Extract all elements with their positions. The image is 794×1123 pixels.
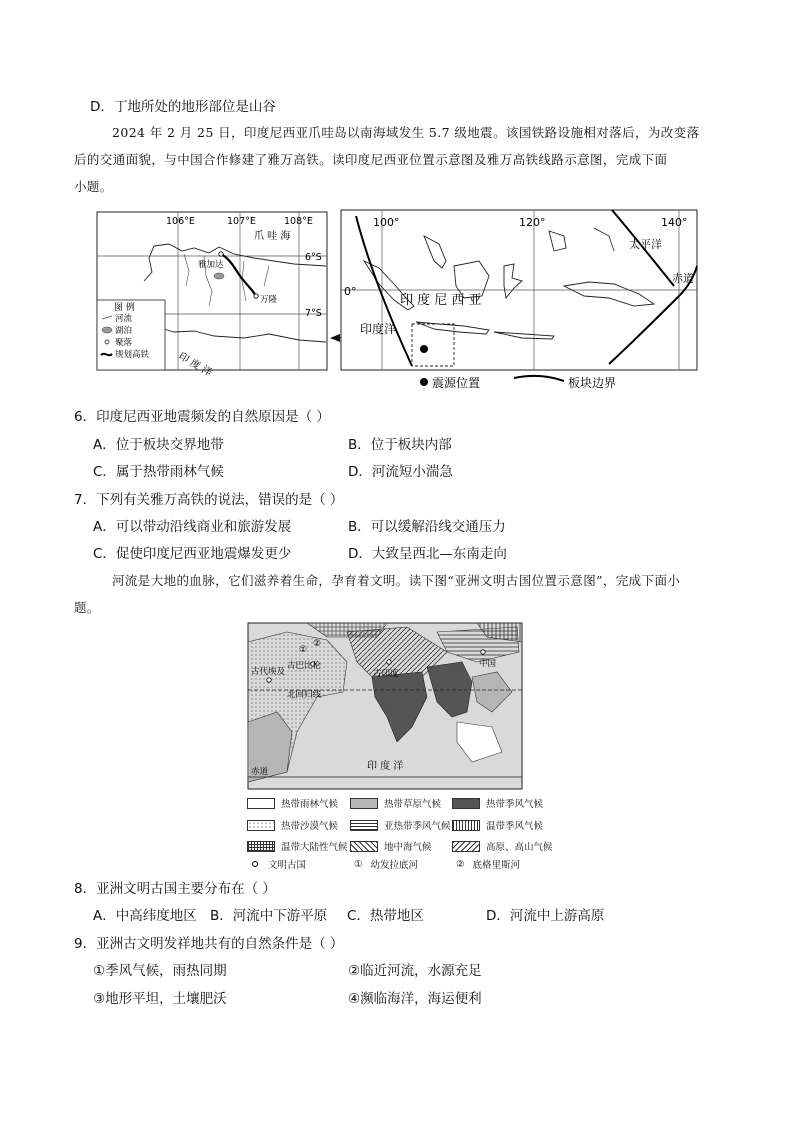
legend-item: 热带沙漠气候 bbox=[247, 818, 338, 832]
intro2-line-2: 题。 bbox=[74, 600, 100, 615]
bandung-label: 万隆 bbox=[260, 295, 278, 305]
pacific-label: 太平洋 bbox=[629, 238, 662, 251]
lon-140: 140° bbox=[661, 216, 688, 229]
equator-label-asia: 赤道 bbox=[251, 767, 269, 777]
plate-boundary-legend: 板块边界 bbox=[568, 376, 617, 390]
intro-line-3: 小题。 bbox=[74, 179, 113, 194]
java-rail-map bbox=[97, 212, 327, 379]
q8-option-d[interactable]: D．河流中上游高原 bbox=[486, 908, 605, 924]
asia-civilization-map bbox=[247, 622, 523, 790]
q8-option-c[interactable]: C．热带地区 bbox=[347, 908, 424, 924]
jakarta-label: 雅加达 bbox=[198, 260, 224, 270]
egypt-label: 古代埃及 bbox=[251, 667, 286, 677]
intro-line-1: 2024 年 2 月 25 日，印度尼西亚爪哇岛以南海域发生 5.7 级地震。该国铁路设施相对落后，为改变落 bbox=[112, 125, 700, 140]
q6-option-d[interactable]: D．河流短小湍急 bbox=[348, 464, 453, 480]
lat-7s: 7°S bbox=[305, 308, 322, 319]
q6-stem: 6．印度尼西亚地震频发的自然原因是（ ） bbox=[74, 409, 330, 425]
q7-option-c[interactable]: C．促使印度尼西亚地震爆发更少 bbox=[93, 546, 292, 562]
legend-title: 图 例 bbox=[114, 303, 135, 313]
legend-settlement: 聚落 bbox=[115, 338, 133, 348]
legend-item: 热带草原气候 bbox=[350, 796, 441, 810]
lon-106: 106°E bbox=[166, 216, 195, 227]
lon-120: 120° bbox=[519, 216, 546, 229]
lat-6s: 6°S bbox=[305, 252, 322, 263]
q7-option-b[interactable]: B．可以缓解沿线交通压力 bbox=[348, 519, 506, 535]
legend-lake: 湖泊 bbox=[115, 326, 133, 336]
legend-item: 温带大陆性气候 bbox=[247, 839, 348, 853]
legend-item: 亚热带季风气候 bbox=[350, 818, 451, 832]
tropic-label: 北回归线 bbox=[287, 690, 322, 700]
intro2-line-1: 河流是大地的血脉，它们滋养着生命，孕育着文明。读下图“亚洲文明古国位置示意图”，完成下面小 bbox=[112, 573, 681, 588]
lat-0: 0° bbox=[344, 285, 357, 298]
q6-option-c[interactable]: C．属于热带雨林气候 bbox=[93, 464, 224, 480]
indonesia-label: 印 度 尼 西 亚 bbox=[400, 293, 482, 308]
lon-108: 108°E bbox=[284, 216, 313, 227]
babylon-label: 古巴比伦 bbox=[287, 661, 322, 671]
q7-option-a[interactable]: A．可以带动沿线商业和旅游发展 bbox=[93, 519, 292, 535]
legend-item: ② 底格里斯河 bbox=[456, 858, 521, 871]
legend-item: 温带季风气候 bbox=[452, 818, 543, 832]
river-2-marker: ② bbox=[313, 639, 322, 649]
lon-100: 100° bbox=[373, 216, 400, 229]
q8-option-b[interactable]: B．河流中下游平原 bbox=[210, 908, 328, 924]
india-label: 古印度 bbox=[373, 669, 399, 679]
indian-ocean-label-left: 印 度 洋 bbox=[176, 351, 214, 379]
q8-option-a[interactable]: A．中高纬度地区 bbox=[93, 908, 197, 924]
q6-option-a[interactable]: A．位于板块交界地带 bbox=[93, 437, 224, 453]
legend-item: 高原、高山气候 bbox=[452, 839, 553, 853]
q6-option-b[interactable]: B．位于板块内部 bbox=[348, 437, 452, 453]
equator-label: 赤道 bbox=[672, 272, 694, 285]
indian-ocean-label: 印度洋 bbox=[360, 322, 397, 336]
q8-stem: 8．亚洲文明古国主要分布在（ ） bbox=[74, 881, 276, 897]
lon-107: 107°E bbox=[227, 216, 256, 227]
java-sea-label: 爪 哇 海 bbox=[254, 231, 291, 242]
river-1-marker: ① bbox=[299, 645, 308, 655]
q9-option-2[interactable]: ②临近河流，水源充足 bbox=[348, 963, 482, 979]
legend-item: 地中海气候 bbox=[350, 839, 432, 853]
q9-stem: 9．亚洲古文明发祥地共有的自然条件是（ ） bbox=[74, 936, 344, 952]
china-label: 中国 bbox=[479, 659, 497, 669]
indonesia-location-map bbox=[341, 210, 697, 390]
legend-rail: 规划高铁 bbox=[115, 350, 150, 360]
q7-stem: 7．下列有关雅万高铁的说法，错误的是（ ） bbox=[74, 492, 344, 508]
legend-item: 热带季风气候 bbox=[452, 796, 543, 810]
q9-option-1[interactable]: ①季风气候，雨热同期 bbox=[93, 963, 227, 979]
indonesia-map-figure bbox=[94, 206, 704, 396]
q7-option-d[interactable]: D．大致呈西北—东南走向 bbox=[348, 546, 507, 562]
legend-river: 河流 bbox=[115, 314, 133, 324]
option-d-previous: D．丁地所处的地形部位是山谷 bbox=[90, 99, 276, 115]
intro-line-2: 后的交通面貌，与中国合作修建了雅万高铁。读印度尼西亚位置示意图及雅万高铁线路示意图，完成下面 bbox=[74, 152, 668, 167]
indian-ocean-label-asia: 印 度 洋 bbox=[367, 761, 404, 772]
legend-item: ① 幼发拉底河 bbox=[354, 858, 419, 871]
legend-item: 热带雨林气候 bbox=[247, 796, 338, 810]
epicenter-legend: 震源位置 bbox=[432, 376, 481, 390]
legend-item: 文明古国 bbox=[252, 857, 306, 871]
q9-option-3[interactable]: ③地形平坦，土壤肥沃 bbox=[93, 991, 227, 1007]
q9-option-4[interactable]: ④濒临海洋，海运便利 bbox=[348, 991, 482, 1007]
